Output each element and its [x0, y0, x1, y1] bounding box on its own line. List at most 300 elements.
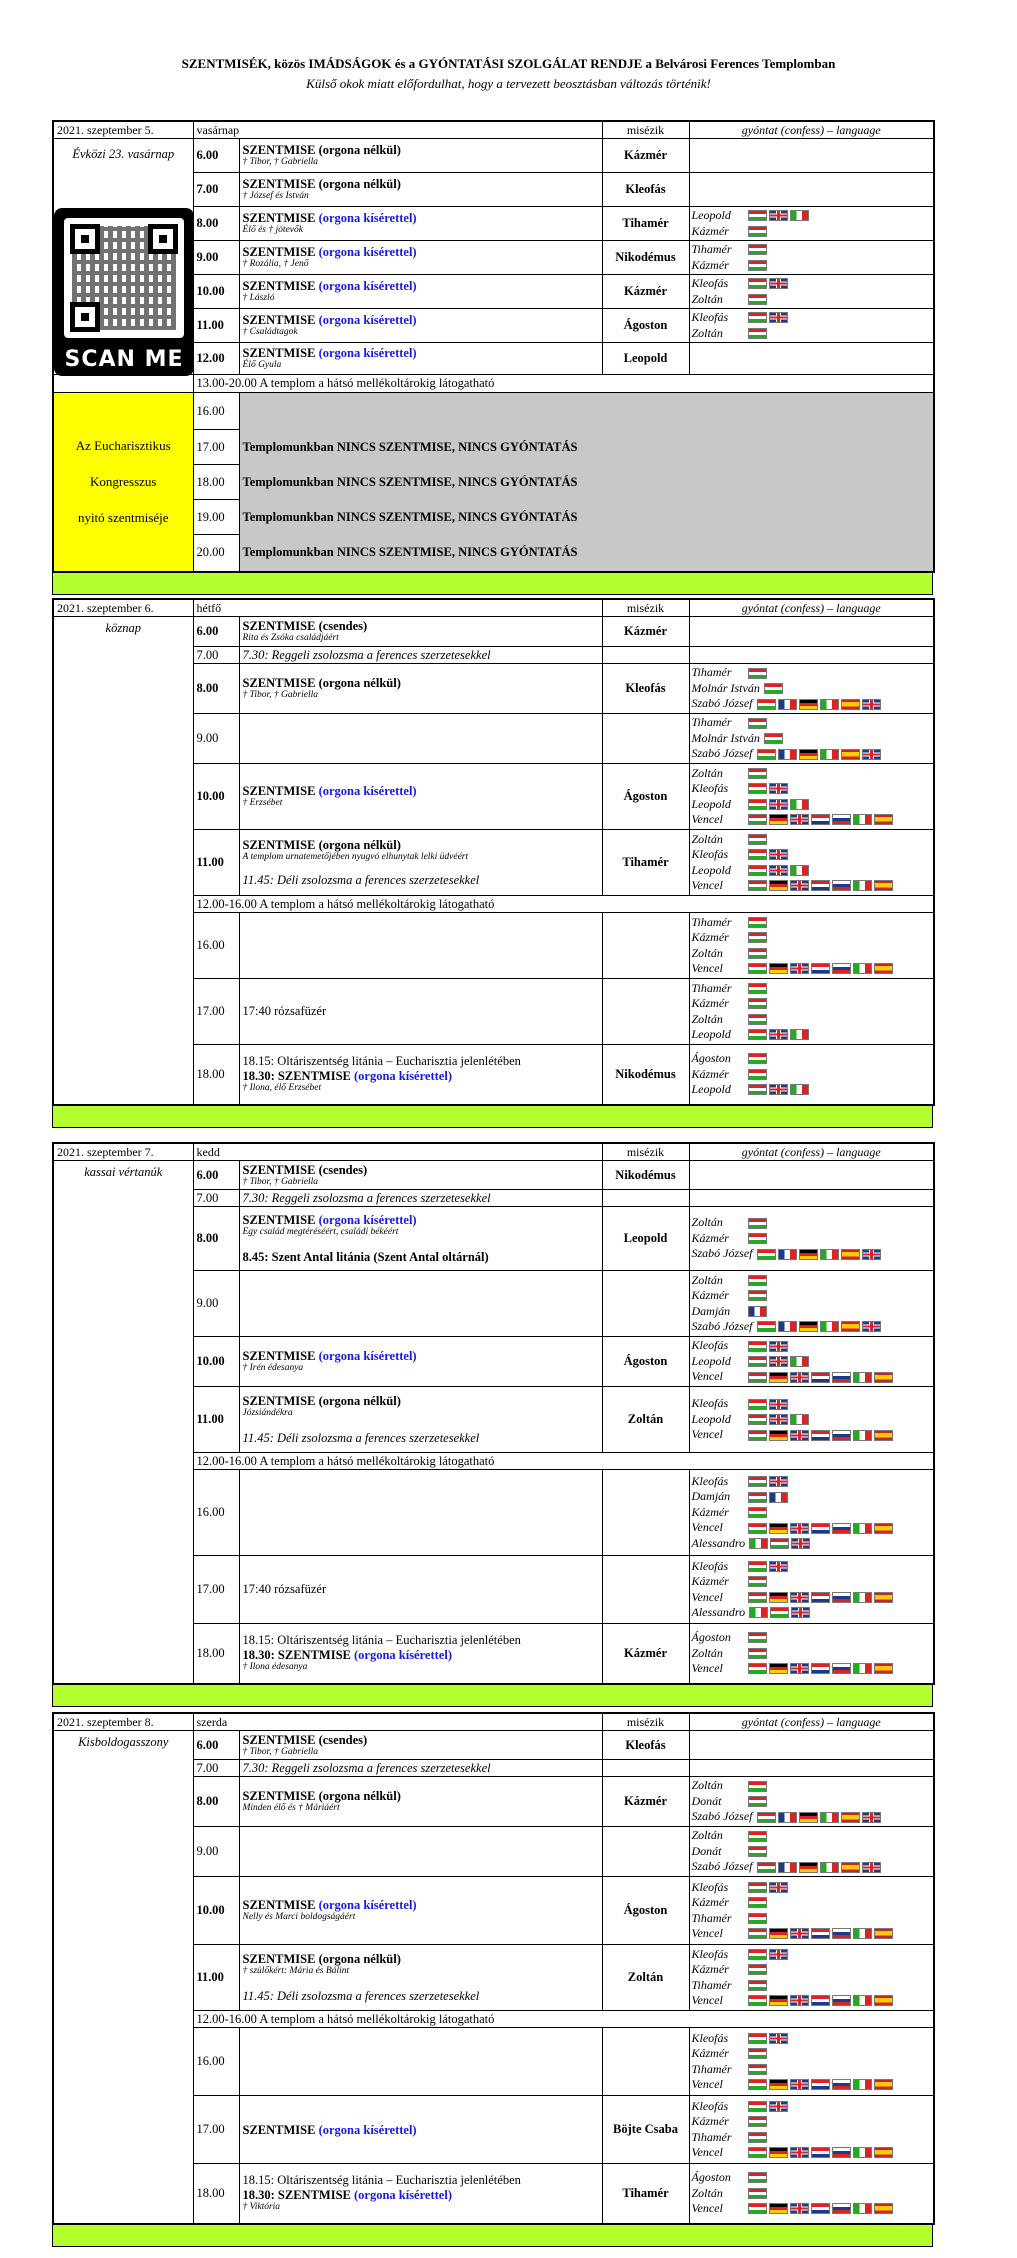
mass-title: SZENTMISE (csendes): [242, 619, 368, 633]
hungary-flag-icon: [748, 983, 767, 994]
italy-flag-icon: [853, 1523, 872, 1534]
germany-flag-icon: [799, 699, 818, 710]
confessors: Kleofás Kázmér Tihamér Vencel: [689, 1877, 934, 1945]
mass-intention: † Irén édesanya: [242, 1363, 304, 1373]
priest-col-header: misézik: [602, 1713, 689, 1731]
priest-name: Kázmér: [602, 275, 689, 309]
uk-flag-icon: [790, 1928, 809, 1939]
uk-flag-icon: [790, 1372, 809, 1383]
priest-name: Ágoston: [602, 1337, 689, 1387]
spain-flag-icon: [841, 699, 860, 710]
confessors: Tihamér Kázmér Zoltán Vencel: [689, 913, 934, 979]
uk-flag-icon: [769, 1882, 788, 1893]
uk-flag-icon: [769, 849, 788, 860]
italy-flag-icon: [853, 1663, 872, 1674]
russia-flag-icon: [832, 1523, 851, 1534]
day-block-wednesday: [52, 1712, 933, 2247]
litany: 18.15: Oltáriszentség litánia – Eucharisztia jelenlétében: [242, 1054, 521, 1069]
hungary-flag-icon: [748, 2188, 767, 2199]
spain-flag-icon: [874, 963, 893, 974]
confessors: Zoltán Donát Szabó József: [689, 1827, 934, 1877]
germany-flag-icon: [769, 1663, 788, 1674]
hungary-flag-icon: [748, 2147, 767, 2158]
confess-col-header: gyóntat (confess) – language: [689, 121, 934, 139]
hungary-flag-icon: [748, 1995, 767, 2006]
mass-intention: † Ilona édesanya: [242, 1662, 308, 1673]
croatia-flag-icon: [811, 1663, 830, 1674]
uk-flag-icon: [862, 1321, 881, 1332]
priest-name: Leopold: [602, 343, 689, 375]
mass-title: SZENTMISE: [242, 211, 316, 225]
uk-flag-icon: [862, 1249, 881, 1260]
confessors: Zoltán Donát Szabó József: [689, 1777, 934, 1827]
time-cell: 17.00: [193, 1556, 239, 1624]
uk-flag-icon: [790, 963, 809, 974]
day-date: 2021. szeptember 7.: [53, 1143, 193, 1161]
germany-flag-icon: [769, 2203, 788, 2214]
germany-flag-icon: [769, 814, 788, 825]
hungary-flag-icon: [748, 865, 767, 876]
confessors: Ágoston Kázmér Leopold: [689, 1045, 934, 1105]
hungary-flag-icon: [748, 1053, 767, 1064]
priest-name: Ágoston: [602, 309, 689, 343]
italy-flag-icon: [749, 1607, 768, 1618]
hungary-flag-icon: [748, 1592, 767, 1603]
uk-flag-icon: [769, 278, 788, 289]
mass-title: SZENTMISE: [242, 279, 316, 293]
hungary-flag-icon: [748, 1648, 767, 1659]
hungary-flag-icon: [748, 1430, 767, 1441]
priest-name: Nikodémus: [602, 241, 689, 275]
time-cell: 18.00: [193, 465, 239, 500]
italy-flag-icon: [790, 865, 809, 876]
mass-title: SZENTMISE: [242, 313, 316, 327]
uk-flag-icon: [790, 2147, 809, 2158]
mass-title: SZENTMISE (csendes): [242, 1732, 368, 1747]
hungary-flag-icon: [748, 1523, 767, 1534]
croatia-flag-icon: [811, 1372, 830, 1383]
priest-name: Kázmér: [602, 139, 689, 173]
hungary-flag-icon: [748, 768, 767, 779]
hungary-flag-icon: [748, 799, 767, 810]
time-cell: 11.00: [193, 309, 239, 343]
hungary-flag-icon: [770, 1607, 789, 1618]
spain-flag-icon: [874, 1928, 893, 1939]
italy-flag-icon: [853, 1430, 872, 1441]
priest-name: Tihamér: [602, 207, 689, 241]
mass-intention: Rita és Zsóka családjáért: [242, 633, 339, 643]
time-cell: 19.00: [193, 500, 239, 535]
priest-name: Zoltán: [602, 1387, 689, 1453]
hungary-flag-icon: [757, 1249, 776, 1260]
italy-flag-icon: [853, 2203, 872, 2214]
mass-intention: † László: [242, 293, 275, 303]
uk-flag-icon: [769, 1029, 788, 1040]
visiting-hours: 12.00-16.00 A templom a hátsó mellékoltárokig látogatható: [193, 1453, 934, 1470]
uk-flag-icon: [769, 1414, 788, 1425]
mass-intention: † Ilona, élő Erzsébet: [242, 1083, 322, 1094]
priest-name: Böjte Csaba: [602, 2096, 689, 2164]
hungary-flag-icon: [748, 948, 767, 959]
feast-name: Évközi 23. vasárnap: [53, 139, 193, 375]
uk-flag-icon: [769, 799, 788, 810]
hungary-flag-icon: [748, 1476, 767, 1487]
uk-flag-icon: [862, 749, 881, 760]
italy-flag-icon: [853, 2147, 872, 2158]
morning-prayer: 7.30: Reggeli zsolozsma a ferences szerzetesekkel: [239, 1190, 602, 1207]
organ-note: (orgona kísérettel): [318, 313, 417, 327]
organ-note: (orgona kísérettel): [353, 1069, 452, 1084]
mass-title: SZENTMISE: [242, 1349, 316, 1363]
hungary-flag-icon: [748, 1492, 767, 1503]
hungary-flag-icon: [748, 2101, 767, 2112]
day-date: 2021. szeptember 5.: [53, 121, 193, 139]
confessors: Tihamér Kázmér: [689, 241, 934, 275]
hungary-flag-icon: [757, 1862, 776, 1873]
hungary-flag-icon: [748, 312, 767, 323]
confessors: Ágoston Zoltán Vencel: [689, 1624, 934, 1684]
uk-flag-icon: [862, 699, 881, 710]
uk-flag-icon: [791, 1607, 810, 1618]
priest-name: Kázmér: [602, 1777, 689, 1827]
priest-name: Kleofás: [602, 1731, 689, 1760]
confessors: Tihamér Molnár István Szabó József: [689, 714, 934, 764]
priest-name: Tihamér: [602, 830, 689, 896]
priest-name: Kázmér: [602, 617, 689, 647]
time-cell: 9.00: [193, 1827, 239, 1877]
hungary-flag-icon: [748, 998, 767, 1009]
hungary-flag-icon: [748, 1561, 767, 1572]
time-cell: 10.00: [193, 275, 239, 309]
time-cell: 9.00: [193, 714, 239, 764]
hungary-flag-icon: [748, 1399, 767, 1410]
no-mass-notice: Templomunkban NINCS SZENTMISE, NINCS GYÓNTATÁS: [239, 465, 934, 500]
hungary-flag-icon: [748, 849, 767, 860]
priest-col-header: misézik: [602, 1143, 689, 1161]
uk-flag-icon: [790, 1592, 809, 1603]
time-cell: 8.00: [193, 207, 239, 241]
hungary-flag-icon: [748, 2048, 767, 2059]
hungary-flag-icon: [757, 749, 776, 760]
mass-title: 18.30: SZENTMISE: [242, 2188, 351, 2203]
uk-flag-icon: [769, 1356, 788, 1367]
spain-flag-icon: [874, 2147, 893, 2158]
germany-flag-icon: [769, 1372, 788, 1383]
mass-title: SZENTMISE: [242, 245, 316, 259]
italy-flag-icon: [790, 1029, 809, 1040]
hungary-flag-icon: [748, 880, 767, 891]
spain-flag-icon: [874, 1663, 893, 1674]
organ-note: (orgona kísérettel): [318, 784, 417, 798]
italy-flag-icon: [820, 749, 839, 760]
hungary-flag-icon: [748, 1949, 767, 1960]
mass-intention: Élő Gyula: [242, 360, 282, 370]
uk-flag-icon: [790, 1523, 809, 1534]
hungary-flag-icon: [748, 2064, 767, 2075]
germany-flag-icon: [769, 880, 788, 891]
uk-flag-icon: [790, 814, 809, 825]
time-cell: 16.00: [193, 913, 239, 979]
rosary: 17:40 rózsafüzér: [239, 1556, 602, 1624]
mass-title: 18.30: SZENTMISE: [242, 1069, 351, 1084]
confessors: Tihamér Molnár István Szabó József: [689, 664, 934, 714]
russia-flag-icon: [832, 1372, 851, 1383]
morning-prayer: 7.30: Reggeli zsolozsma a ferences szerzetesekkel: [239, 647, 602, 664]
hungary-flag-icon: [748, 1084, 767, 1095]
germany-flag-icon: [769, 1592, 788, 1603]
confessors: Kleofás Kázmér Tihamér Vencel: [689, 2028, 934, 2096]
italy-flag-icon: [790, 1414, 809, 1425]
spain-flag-icon: [841, 1862, 860, 1873]
hungary-flag-icon: [748, 1275, 767, 1286]
spain-flag-icon: [874, 1592, 893, 1603]
uk-flag-icon: [790, 1663, 809, 1674]
time-cell: 6.00: [193, 617, 239, 647]
hungary-flag-icon: [748, 1781, 767, 1792]
time-cell: 6.00: [193, 1161, 239, 1190]
time-cell: 16.00: [193, 2028, 239, 2096]
germany-flag-icon: [799, 1812, 818, 1823]
mass-intention: † Családtagok: [242, 327, 298, 337]
hungary-flag-icon: [748, 294, 767, 305]
hungary-flag-icon: [764, 733, 783, 744]
mass-title: 18.30: SZENTMISE: [242, 1648, 351, 1663]
confessors: Kleofás Zoltán: [689, 275, 934, 309]
hungary-flag-icon: [748, 1831, 767, 1842]
visiting-hours: 12.00-16.00 A templom a hátsó mellékoltárokig látogatható: [193, 2011, 934, 2028]
mass-intention: † szülőkért: Mária és Bálint: [242, 1965, 350, 1976]
germany-flag-icon: [769, 1523, 788, 1534]
uk-flag-icon: [769, 2033, 788, 2044]
hungary-flag-icon: [757, 1812, 776, 1823]
uk-flag-icon: [769, 783, 788, 794]
hungary-flag-icon: [748, 963, 767, 974]
day-separator: [52, 2225, 933, 2247]
hungary-flag-icon: [748, 1218, 767, 1229]
russia-flag-icon: [832, 963, 851, 974]
hungary-flag-icon: [748, 328, 767, 339]
germany-flag-icon: [769, 963, 788, 974]
confessors: Zoltán Kázmér Szabó József: [689, 1207, 934, 1271]
time-cell: 18.00: [193, 1045, 239, 1105]
hungary-flag-icon: [748, 718, 767, 729]
organ-note: (orgona kísérettel): [318, 279, 417, 293]
hungary-flag-icon: [748, 2116, 767, 2127]
mass-intention: † Erzsébet: [242, 798, 283, 808]
uk-flag-icon: [769, 1341, 788, 1352]
mass-intention: Élő és † jótevők: [242, 225, 303, 235]
page-title: SZENTMISÉK, közös IMÁDSÁGOK és a GYÓNTATÁSI SZOLGÁLAT RENDJE a Belvárosi Ferences Templomban: [181, 56, 836, 71]
russia-flag-icon: [832, 1663, 851, 1674]
hungary-flag-icon: [748, 783, 767, 794]
russia-flag-icon: [832, 1928, 851, 1939]
croatia-flag-icon: [811, 1995, 830, 2006]
uk-flag-icon: [790, 2079, 809, 2090]
organ-note: (orgona kísérettel): [353, 1648, 452, 1663]
confessors: Tihamér Kázmér Zoltán Leopold: [689, 979, 934, 1045]
italy-flag-icon: [790, 210, 809, 221]
time-cell: 7.00: [193, 173, 239, 207]
uk-flag-icon: [769, 2101, 788, 2112]
no-mass-notice: Templomunkban NINCS SZENTMISE, NINCS GYÓNTATÁS: [239, 430, 934, 465]
hungary-flag-icon: [748, 917, 767, 928]
france-flag-icon: [748, 1306, 767, 1317]
mass-intention: † Tibor, † Gabriella: [242, 690, 318, 700]
time-cell: 6.00: [193, 1731, 239, 1760]
hungary-flag-icon: [748, 1576, 767, 1587]
mass-intention: † József és István: [242, 191, 309, 201]
italy-flag-icon: [853, 963, 872, 974]
day-block-monday: [52, 598, 933, 1128]
hungary-flag-icon: [748, 1980, 767, 1991]
priest-name: Tihamér: [602, 2164, 689, 2224]
priest-name: Nikodémus: [602, 1161, 689, 1190]
litany: 18.15: Oltáriszentség litánia – Eucharisztia jelenlétében: [242, 1633, 521, 1648]
spain-flag-icon: [841, 1321, 860, 1332]
croatia-flag-icon: [811, 2147, 830, 2158]
hungary-flag-icon: [748, 1663, 767, 1674]
hungary-flag-icon: [748, 932, 767, 943]
russia-flag-icon: [832, 2147, 851, 2158]
uk-flag-icon: [769, 312, 788, 323]
uk-flag-icon: [769, 1561, 788, 1572]
italy-flag-icon: [820, 1812, 839, 1823]
priest-name: Kázmér: [602, 1624, 689, 1684]
confessors: Zoltán Kázmér Damján Szabó József: [689, 1271, 934, 1337]
priest-name: Ágoston: [602, 1877, 689, 1945]
confessors: Kleofás Leopold Vencel: [689, 1337, 934, 1387]
mass-title: SZENTMISE: [242, 2122, 316, 2137]
mass-title: SZENTMISE (orgona nélkül): [242, 177, 401, 191]
italy-flag-icon: [853, 1372, 872, 1383]
time-cell: 10.00: [193, 764, 239, 830]
visiting-hours: 13.00-20.00 A templom a hátsó mellékoltárokig látogatható: [193, 375, 934, 393]
day-separator: [52, 573, 933, 595]
italy-flag-icon: [820, 699, 839, 710]
priest-name: Kleofás: [602, 173, 689, 207]
day-weekday: kedd: [193, 1143, 602, 1161]
priest-col-header: misézik: [602, 599, 689, 617]
priest-name: Nikodémus: [602, 1045, 689, 1105]
organ-note: (orgona kísérettel): [353, 2188, 452, 2203]
no-mass-notice: Templomunkban NINCS SZENTMISE, NINCS GYÓNTATÁS: [239, 535, 934, 572]
confess-col-header: gyóntat (confess) – language: [689, 1143, 934, 1161]
mass-intention: † Viktória: [242, 2202, 281, 2213]
qr-code[interactable]: [54, 208, 194, 376]
no-mass-notice: Templomunkban NINCS SZENTMISE, NINCS GYÓNTATÁS: [239, 500, 934, 535]
uk-flag-icon: [862, 1862, 881, 1873]
confessors: Kleofás Kázmér Tihamér Vencel: [689, 1945, 934, 2011]
hungary-flag-icon: [748, 1897, 767, 1908]
visiting-hours: 12.00-16.00 A templom a hátsó mellékoltárokig látogatható: [193, 896, 934, 913]
france-flag-icon: [778, 1321, 797, 1332]
spain-flag-icon: [874, 814, 893, 825]
croatia-flag-icon: [811, 963, 830, 974]
italy-flag-icon: [790, 1084, 809, 1095]
hungary-flag-icon: [764, 683, 783, 694]
time-cell: 7.00: [193, 647, 239, 664]
mass-intention: † Tibor, † Gabriella: [242, 157, 318, 167]
mass-title: SZENTMISE (orgona nélkül): [242, 1393, 401, 1408]
mass-intention: † Tibor, † Gabriella: [242, 1746, 318, 1757]
confessors: Leopold Kázmér: [689, 207, 934, 241]
uk-flag-icon: [862, 1812, 881, 1823]
germany-flag-icon: [799, 749, 818, 760]
croatia-flag-icon: [811, 1592, 830, 1603]
time-cell: 16.00: [193, 393, 239, 430]
germany-flag-icon: [769, 2079, 788, 2090]
france-flag-icon: [778, 1812, 797, 1823]
feast-name: köznap: [53, 617, 193, 1105]
hungary-flag-icon: [770, 1538, 789, 1549]
confessors: Kleofás Leopold Vencel: [689, 1387, 934, 1453]
organ-note: (orgona kísérettel): [318, 245, 417, 259]
time-cell: 11.00: [193, 1945, 239, 2011]
organ-note: (orgona kísérettel): [318, 1213, 417, 1227]
time-cell: 17.00: [193, 979, 239, 1045]
time-cell: 7.00: [193, 1760, 239, 1777]
mass-title: SZENTMISE (orgona nélkül): [242, 143, 401, 157]
mass-intention: † Tibor, † Gabriella: [242, 1176, 318, 1187]
hungary-flag-icon: [748, 226, 767, 237]
hungary-flag-icon: [748, 2172, 767, 2183]
midday-prayer: 11.45: Déli zsolozsma a ferences szerzetesekkel: [242, 1430, 480, 1445]
time-cell: 17.00: [193, 430, 239, 465]
uk-flag-icon: [790, 1430, 809, 1441]
priest-name: Zoltán: [602, 1945, 689, 2011]
hungary-flag-icon: [748, 1372, 767, 1383]
uk-flag-icon: [769, 1399, 788, 1410]
uk-flag-icon: [769, 1084, 788, 1095]
day-weekday: hétfő: [193, 599, 602, 617]
qr-code-image: [64, 218, 184, 338]
time-cell: 8.00: [193, 1777, 239, 1827]
time-cell: 8.00: [193, 1207, 239, 1271]
hungary-flag-icon: [748, 1069, 767, 1080]
italy-flag-icon: [853, 1928, 872, 1939]
time-cell: 11.00: [193, 830, 239, 896]
hungary-flag-icon: [748, 1796, 767, 1807]
italy-flag-icon: [853, 880, 872, 891]
day-weekday: vasárnap: [193, 121, 602, 139]
spain-flag-icon: [874, 2203, 893, 2214]
mass-title: SZENTMISE: [242, 784, 316, 798]
spain-flag-icon: [841, 1249, 860, 1260]
hungary-flag-icon: [748, 1928, 767, 1939]
day-block-tuesday: [52, 1142, 933, 1707]
priest-col-header: misézik: [602, 121, 689, 139]
italy-flag-icon: [790, 799, 809, 810]
germany-flag-icon: [799, 1249, 818, 1260]
confessors: Kleofás Kázmér Vencel Alessandro: [689, 1556, 934, 1624]
hungary-flag-icon: [748, 668, 767, 679]
spain-flag-icon: [874, 2079, 893, 2090]
mass-intention: Józsiándékra: [242, 1407, 293, 1418]
russia-flag-icon: [832, 814, 851, 825]
hungary-flag-icon: [748, 1414, 767, 1425]
spain-flag-icon: [841, 749, 860, 760]
italy-flag-icon: [749, 1538, 768, 1549]
antal-litany: 8.45: Szent Antal litánia (Szent Antal oltárnál): [242, 1250, 489, 1264]
france-flag-icon: [778, 749, 797, 760]
day-separator: [52, 1685, 933, 1707]
rosary: 17:40 rózsafüzér: [239, 979, 602, 1045]
hungary-flag-icon: [748, 244, 767, 255]
spain-flag-icon: [874, 1523, 893, 1534]
italy-flag-icon: [853, 2079, 872, 2090]
france-flag-icon: [778, 699, 797, 710]
mass-intention: Minden élő és † Máriáért: [242, 1803, 340, 1813]
